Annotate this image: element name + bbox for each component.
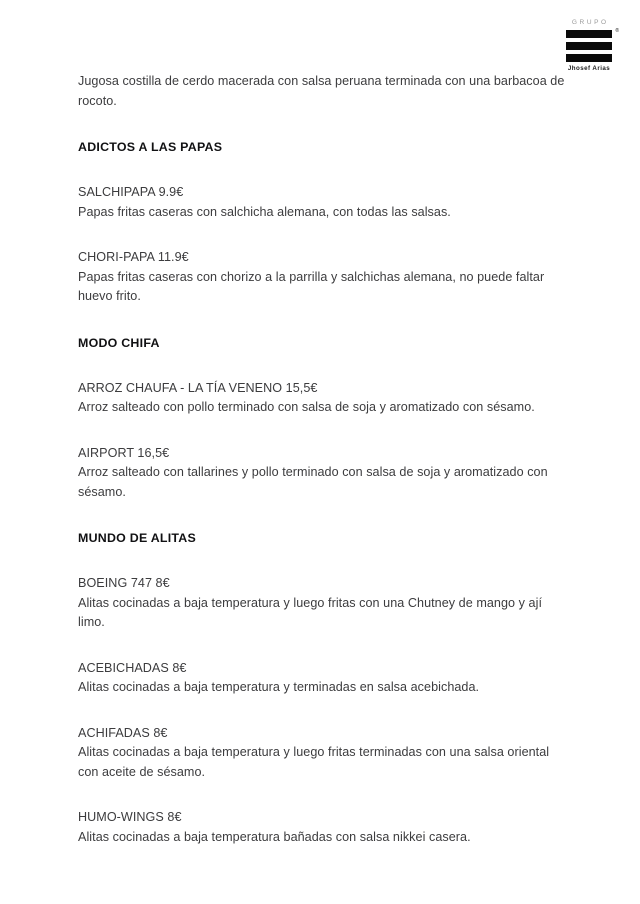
item-spacer (78, 548, 565, 574)
menu-item-title: BOEING 747 8€ (78, 576, 170, 590)
section-spacer (78, 111, 565, 138)
menu-item-description: Alitas cocinadas a baja temperatura y luego fritas con una Chutney de mango y ají limo. (78, 595, 542, 629)
menu-item-description: Alitas cocinadas a baja temperatura y luego fritas terminadas con una salsa oriental con aceite de sésamo. (78, 745, 550, 779)
menu-item-description: Arroz salteado con pollo terminado con salsa de soja y aromatizado con sésamo. (78, 400, 535, 414)
item-spacer (78, 418, 565, 444)
section-heading: MUNDO DE ALITAS (78, 531, 197, 545)
menu-item-title: ARROZ CHAUFA - LA TÍA VENENO 15,5€ (78, 380, 318, 395)
section-spacer (78, 502, 565, 529)
section-heading: ADICTOS A LAS PAPAS (78, 140, 223, 154)
logo-grupo-text: GRUPO (571, 19, 609, 26)
item-spacer (78, 782, 565, 808)
item-spacer (78, 157, 565, 183)
logo-bar-top (566, 30, 612, 38)
menu-item-title: CHORI-PAPA 11.9€ (78, 250, 189, 264)
menu-sections (78, 111, 565, 847)
menu-item-description: Alitas cocinadas a baja temperatura y terminadas en salsa acebichada. (78, 680, 480, 694)
logo-brand-name: Jhosef Arias (567, 64, 611, 72)
menu-item-description: Papas fritas caseras con chorizo a la parrilla y salchichas alemana, no puede faltar huevo frito. (78, 269, 545, 303)
section-spacer (78, 307, 565, 334)
item-spacer (78, 222, 565, 248)
item-spacer (78, 353, 565, 379)
menu-item-description: Alitas cocinadas a baja temperatura bañadas con salsa nikkei casera. (78, 829, 471, 844)
menu-item-title: AIRPORT 16,5€ (78, 445, 170, 460)
brand-logo (560, 20, 618, 72)
menu-item-title: ACHIFADAS 8€ (78, 725, 168, 740)
menu-item-title: HUMO-WINGS 8€ (78, 810, 182, 824)
logo-bar-middle (566, 42, 612, 50)
menu-document (78, 72, 565, 847)
intro-paragraph: Jugosa costilla de cerdo macerada con salsa peruana terminada con una barbacoa de rocoto. (78, 74, 565, 108)
menu-item-title: ACEBICHADAS 8€ (78, 660, 187, 675)
menu-item-description: Arroz salteado con tallarines y pollo terminado con salsa de soja y aromatizado con sésamo. (78, 465, 548, 499)
menu-item-title: SALCHIPAPA 9.9€ (78, 185, 184, 199)
item-spacer (78, 633, 565, 659)
menu-item-description: Papas fritas caseras con salchicha alemana, con todas las salsas. (78, 204, 451, 219)
logo-bars-mark (566, 27, 619, 62)
logo-bar-bottom (566, 54, 612, 62)
registered-trademark-icon: ® (615, 27, 619, 34)
item-spacer (78, 698, 565, 724)
section-heading: MODO CHIFA (78, 335, 160, 350)
